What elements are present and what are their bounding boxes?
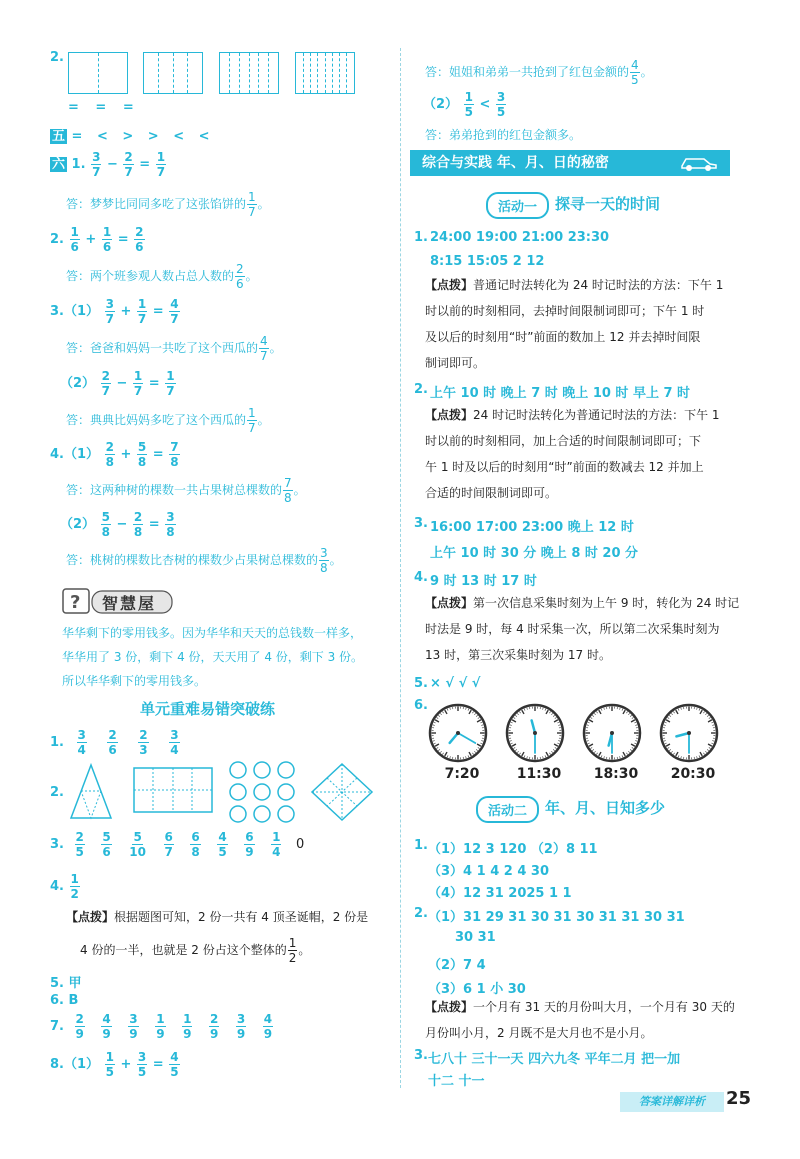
practice-banner: 综合与实践 年、月、日的秘密 <box>410 150 720 176</box>
r4-label: 4. <box>414 570 428 585</box>
r1-line-1: 24:00 19:00 21:00 23:30 <box>430 230 610 245</box>
r1-note: 【点拨】普通记时法转化为 24 时记时法的方法：下午 1 时以前的时刻相同，去掉时间限制词即可；下午 1 时 及以后的时刻用“时”前面的数加上 12 并去掉时间限 制词即可。 <box>425 278 724 370</box>
t2-line-2: 30 31 <box>455 930 496 945</box>
q6-label: 六 <box>52 157 66 172</box>
t1-label: 1. <box>414 838 428 853</box>
clock-4 <box>661 705 717 761</box>
s4-note-1: 【点拨】根据题图可知，2 份一共有 4 顶圣诞帽，2 份是 <box>66 910 369 924</box>
frac-b: $\frac{2}{7}$ <box>124 150 133 179</box>
activity-2-tag: 活动二 <box>476 796 539 823</box>
r4-note: 【点拨】第一次信息采集时刻为上午 9 时，转化为 24 时记 时法是 9 时，每 4 时采集一次，所以第二次采集时刻为 13 时，第三次采集时刻为 17 时。 <box>425 596 740 662</box>
wisdom-line-2: 华华用了 3 份，剩下 4 份，天天用了 4 份，剩下 3 份。 <box>62 650 364 664</box>
wisdom-badge <box>62 585 174 615</box>
s1-row: 1. $\frac{3}{4}$ $\frac{2}{6}$ $\frac{2}{3}$ $\frac{3}{4}$ <box>50 728 179 757</box>
clock-label-2: 11:30 <box>516 766 562 782</box>
q6-1-answer: 答：梦梦比同同多吃了这张馅饼的 $\frac{1}{7}$ 。 <box>66 190 270 219</box>
q6-1-equation <box>50 150 167 179</box>
s2-label: 2. <box>50 785 64 800</box>
wisdom-line-1: 华华剩下的零用钱多。因为华华和天天的总钱数一样多， <box>62 626 363 640</box>
q6-4-2-answer: 答：桃树的棵数比杏树的棵数少占果树总棵数的 $\frac{3}{8}$ 。 <box>66 546 342 575</box>
clock-faces <box>428 702 728 764</box>
q6-1-label: 1. <box>71 157 86 172</box>
t3-line-1: 七八十 三十一天 四六九冬 平年二月 把一加 <box>428 1052 681 1067</box>
s2-shapes <box>66 760 396 825</box>
activity-1-tag: 活动一 <box>486 192 549 219</box>
t1-line-2: （3）4 1 4 2 4 30 <box>428 864 549 879</box>
activity-1-title: 探寻一天的时间 <box>555 195 661 213</box>
wisdom-line-3: 所以华华剩下的零用钱多。 <box>62 674 207 688</box>
r6-label: 6. <box>414 698 428 713</box>
s5-row: 5. 甲 <box>50 976 82 991</box>
q6-2-equation: 2. $\frac{1}{6}$ + $\frac{1}{6}$ = $\frac{2}{6}$ <box>50 225 144 254</box>
t2-line-1: （1）31 29 31 30 31 30 31 31 30 31 <box>428 910 685 925</box>
t1-line-3: （4）12 31 2025 1 1 <box>428 886 572 901</box>
clock-1 <box>430 705 486 761</box>
s4-row: 4. $\frac{1}{2}$ <box>50 872 79 901</box>
clock-2 <box>507 705 563 761</box>
r5-text: × √ √ √ <box>430 676 481 691</box>
clock-label-4: 20:30 <box>670 766 716 782</box>
fraction-rect-2 <box>143 52 203 94</box>
op: − <box>106 157 118 172</box>
clock-label-3: 18:30 <box>593 766 639 782</box>
t3-label: 3. <box>414 1048 428 1063</box>
r-compare: （2） $\frac{1}{5}$ < $\frac{3}{5}$ <box>423 90 506 119</box>
r-answer-top: 答：姐姐和弟弟一共抢到了红包金额的 $\frac{4}{5}$ 。 <box>425 58 653 87</box>
q6-3-1-equation: 3.（1） $\frac{3}{7}$ + $\frac{1}{7}$ = $\frac{4}{7}$ <box>50 297 179 326</box>
activity-2-title: 年、月、日知多少 <box>545 799 666 817</box>
s8-row: 8.（1） $\frac{1}{5}$ + $\frac{3}{5}$ = $\frac{4}{5}$ <box>50 1050 179 1079</box>
wisdom-title: 智慧屋 <box>102 594 157 613</box>
s3-row: 3. $\frac{2}{5}$ $\frac{5}{6}$ $\frac{5}{10}$ $\frac{6}{7}$ $\frac{6}{8}$ $\frac{4}{5}$ $\frac{6}{9}$ $\frac{1}{4}$ 0 <box>50 830 305 859</box>
t2-line-4: （3）6 1 小 30 <box>428 982 526 997</box>
svg-text:?: ? <box>70 592 81 613</box>
r-compare-answer: 答：弟弟抢到的红包金额多。 <box>425 128 582 142</box>
q6-3-2-answer: 答：典典比妈妈多吃了这个西瓜的 $\frac{1}{7}$ 。 <box>66 406 270 435</box>
fraction-rect-4 <box>295 52 355 94</box>
q2-label: 2. <box>50 50 64 65</box>
t1-line-1: （1）12 3 120 （2）8 11 <box>428 842 598 857</box>
r3-line-1: 16:00 17:00 23:00 晚上 12 时 <box>430 520 634 535</box>
r2-text: 上午 10 时 晚上 7 时 晚上 10 时 早上 7 时 <box>430 386 691 401</box>
q5-row <box>50 125 210 144</box>
fraction-rect-1 <box>68 52 128 94</box>
equals: = <box>139 157 151 172</box>
r2-label: 2. <box>414 382 428 397</box>
clock-label-1: 7:20 <box>444 766 480 782</box>
section-title: 单元重难易错突破练 <box>140 700 276 718</box>
column-divider <box>400 48 401 1088</box>
r3-label: 3. <box>414 516 428 531</box>
r5-label: 5. <box>414 676 428 691</box>
banner-end <box>720 150 730 176</box>
page-number: 25 <box>726 1088 752 1109</box>
s7-row: 7. $\frac{2}{9}$ $\frac{4}{9}$ $\frac{3}{9}$ $\frac{1}{9}$ $\frac{1}{9}$ $\frac{2}{9}$ $\frac{3}{9}$ $\frac{4}{9}$ <box>50 1012 273 1041</box>
footer-tag: 答案详解详析 <box>620 1092 724 1112</box>
r4-text: 9 时 13 时 17 时 <box>430 574 537 589</box>
r2-note: 【点拨】24 时记时法转化为普通记时法的方法：下午 1 时以前的时刻相同，加上合适的时间限制词即可；下 午 1 时及以后的时刻用“时”前面的数减去 12 并加上 合适的时间限制词即可。 <box>425 408 720 500</box>
r3-line-2: 上午 10 时 30 分 晚上 8 时 20 分 <box>430 546 639 561</box>
q6-4-1-answer: 答：这两种树的棵数一共占果树总棵数的 $\frac{7}{8}$ 。 <box>66 476 306 505</box>
r1-line-2: 8:15 15:05 2 12 <box>430 254 545 269</box>
t2-label: 2. <box>414 906 428 921</box>
t3-line-2: 十二 十一 <box>428 1074 485 1089</box>
q5-label: 五 <box>52 129 66 144</box>
q5-text: = < > > < < <box>71 129 210 144</box>
s4-note-2: 4 份的一半，也就是 2 份占这个整体的 $\frac{1}{2}$ 。 <box>80 936 311 965</box>
fraction-rect-3 <box>219 52 279 94</box>
frac-c: $\frac{1}{7}$ <box>156 150 166 179</box>
q6-3-2-equation: （2） $\frac{2}{7}$ − $\frac{1}{7}$ = $\frac{1}{7}$ <box>60 369 175 398</box>
frac-a: $\frac{3}{7}$ <box>92 150 101 179</box>
q6-4-2-equation: （2） $\frac{5}{8}$ − $\frac{2}{8}$ = $\frac{3}{8}$ <box>60 510 175 539</box>
q6-4-1-equation: 4.（1） $\frac{2}{8}$ + $\frac{5}{8}$ = $\frac{7}{8}$ <box>50 440 179 469</box>
s6-row: 6. B <box>50 993 79 1008</box>
t2-line-3: （2）7 4 <box>428 958 486 973</box>
r1-label: 1. <box>414 230 428 245</box>
car-icon <box>678 154 718 172</box>
clock-3 <box>584 705 640 761</box>
q6-2-answer: 答：两个班参观人数占总人数的 $\frac{2}{6}$ 。 <box>66 262 258 291</box>
equals-row: = = = <box>68 100 134 115</box>
t2-note: 【点拨】一个月有 31 天的月份叫大月，一个月有 30 天的 月份叫小月，2 月既不是大月也不是小月。 <box>425 1000 735 1040</box>
q6-3-1-answer: 答：爸爸和妈妈一共吃了这个西瓜的 $\frac{4}{7}$ 。 <box>66 334 282 363</box>
